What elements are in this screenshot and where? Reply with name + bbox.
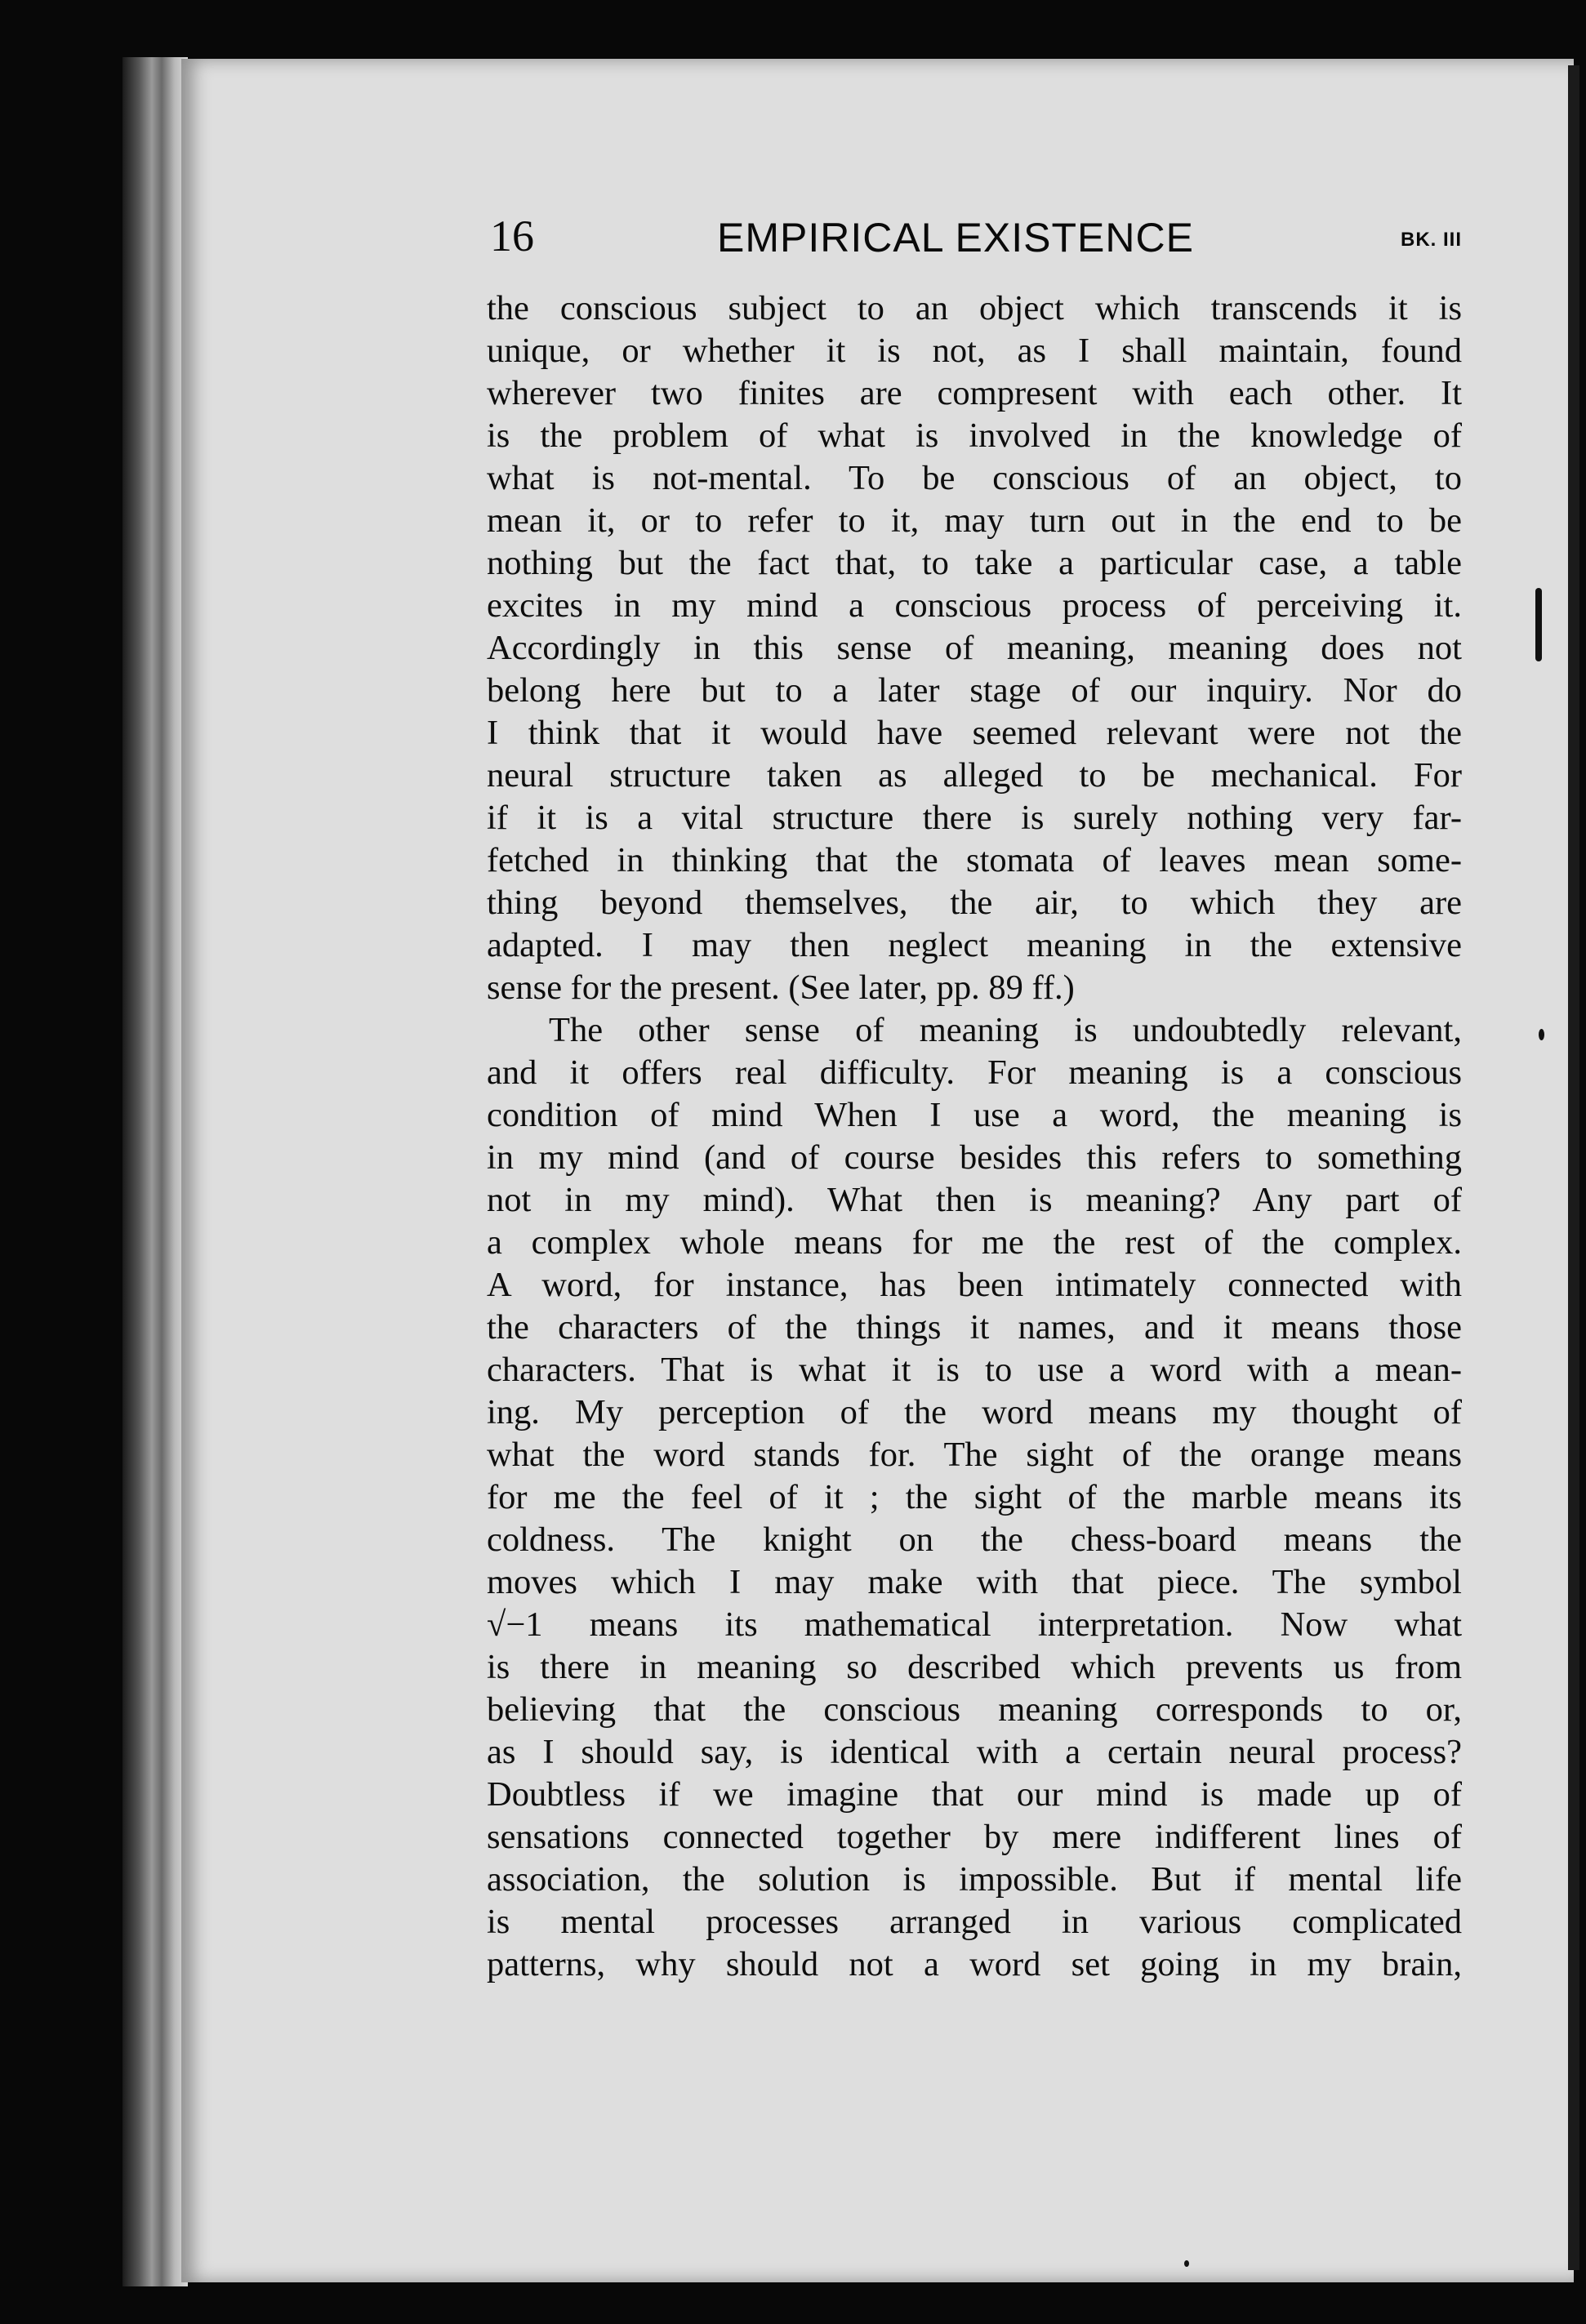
- ink-smudge: [1535, 588, 1542, 661]
- text-line: belong here but to a later stage of our inquiry. Nor do: [487, 671, 1462, 710]
- text-line: fetched in thinking that the stomata of leaves mean some-: [487, 841, 1462, 879]
- text-line: for me the feel of it ; the sight of the marble means its: [487, 1478, 1462, 1516]
- ink-smudge: [1539, 1029, 1544, 1040]
- text-line: association, the solution is impossible. But if mental life: [487, 1860, 1462, 1899]
- text-line: is there in meaning so described which prevents us from: [487, 1648, 1462, 1686]
- text-line: what is not-mental. To be conscious of an object, to: [487, 459, 1462, 497]
- text-line: thing beyond themselves, the air, to which they are: [487, 884, 1462, 922]
- text-line: condition of mind When I use a word, the meaning is: [487, 1096, 1462, 1134]
- body-text: [487, 287, 1462, 1986]
- text-line: characters. That is what it is to use a word with a mean-: [487, 1351, 1462, 1389]
- text-line: a complex whole means for me the rest of the complex.: [487, 1223, 1462, 1262]
- text-line: Doubtless if we imagine that our mind is made up of: [487, 1775, 1462, 1814]
- text-line: coldness. The knight on the chess-board means the: [487, 1520, 1462, 1559]
- text-line: the conscious subject to an object which transcends it is: [487, 289, 1462, 327]
- text-line: not in my mind). What then is meaning? Any part of: [487, 1181, 1462, 1219]
- text-line: wherever two finites are compresent with each other. It: [487, 374, 1462, 412]
- ink-smudge: [1184, 2260, 1189, 2267]
- text-line: is mental processes arranged in various complicated: [487, 1903, 1462, 1941]
- text-line: Accordingly in this sense of meaning, meaning does not: [487, 629, 1462, 667]
- text-line: if it is a vital structure there is surely nothing very far-: [487, 799, 1462, 837]
- text-line: unique, or whether it is not, as I shall maintain, found: [487, 332, 1462, 370]
- text-line: √−1 means its mathematical interpretation. Now what: [487, 1605, 1462, 1644]
- book-binding-edge: [123, 57, 188, 2286]
- running-title: EMPIRICAL EXISTENCE: [717, 215, 1194, 260]
- text-line: as I should say, is identical with a certain neural process?: [487, 1733, 1462, 1771]
- page-number: 16: [490, 211, 534, 260]
- text-line: I think that it would have seemed relevant were not the: [487, 714, 1462, 752]
- page-right-edge: [1568, 65, 1579, 2270]
- text-line: A word, for instance, has been intimately connected with: [487, 1266, 1462, 1304]
- text-line: sense for the present. (See later, pp. 89 ff.): [487, 968, 1075, 1007]
- text-line: The other sense of meaning is undoubtedly relevant,: [549, 1011, 1462, 1049]
- text-line: sensations connected together by mere indifferent lines of: [487, 1818, 1462, 1856]
- book-reference: BK. III: [1400, 229, 1462, 251]
- text-line: and it offers real difficulty. For meaning is a conscious: [487, 1053, 1462, 1092]
- text-line: what the word stands for. The sight of the orange means: [487, 1436, 1462, 1474]
- text-line: neural structure taken as alleged to be mechanical. For: [487, 756, 1462, 795]
- text-line: in my mind (and of course besides this refers to something: [487, 1138, 1462, 1177]
- text-line: believing that the conscious meaning corresponds to or,: [487, 1690, 1462, 1729]
- text-line: excites in my mind a conscious process of perceiving it.: [487, 586, 1462, 625]
- text-line: the characters of the things it names, and it means those: [487, 1308, 1462, 1347]
- text-line: is the problem of what is involved in the knowledge of: [487, 416, 1462, 455]
- text-line: ing. My perception of the word means my thought of: [487, 1393, 1462, 1431]
- text-line: patterns, why should not a word set going in my brain,: [487, 1945, 1462, 1983]
- text-line: adapted. I may then neglect meaning in the extensive: [487, 926, 1462, 964]
- text-line: moves which I may make with that piece. The symbol: [487, 1563, 1462, 1601]
- text-line: mean it, or to refer to it, may turn out in the end to be: [487, 501, 1462, 540]
- page-header: [490, 204, 1462, 278]
- text-line: nothing but the fact that, to take a particular case, a table: [487, 544, 1462, 582]
